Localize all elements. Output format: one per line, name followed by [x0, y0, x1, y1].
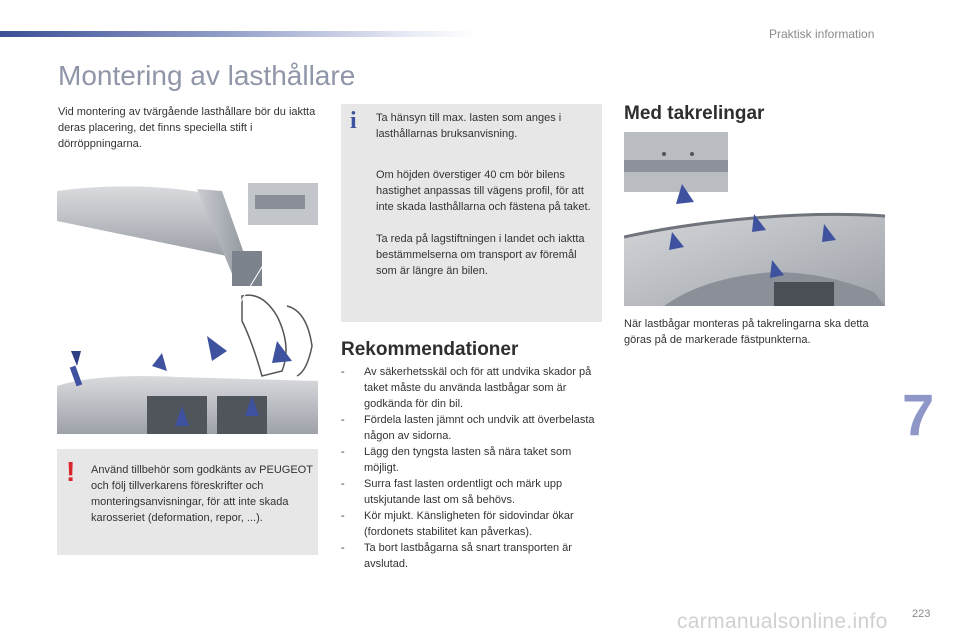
warning-text: Använd tillbehör som godkänts av PEUGEOT och följ tillverkarens föreskrifter och monteringsanvisningar, för att inte skada karosseriet (deformation, repor, ...). — [91, 464, 313, 524]
list-item: - Kör mjukt. Känsligheten för sidovindar ökar (fordonets stabilitet kan påverkas). — [341, 510, 574, 538]
list-item: - Ta bort lastbågarna så snart transporten är avslutad. — [341, 542, 572, 570]
list-item: - Lägg den tyngsta lasten så nära taket som möjligt. — [341, 446, 572, 474]
recommendations-list — [341, 364, 603, 572]
list-item: - Surra fast lasten ordentligt och märk upp utskjutande last om så behövs. — [341, 478, 563, 506]
recommendations-heading: Rekommendationer — [341, 339, 519, 360]
list-item: - Fördela lasten jämnt och undvik att överbelasta någon av sidorna. — [341, 414, 595, 442]
header-bar — [0, 31, 480, 37]
roof-rails-heading: Med takrelingar — [624, 103, 765, 124]
warning-icon: ! — [66, 456, 76, 487]
roof-bar-illustration — [57, 181, 318, 434]
page-title: Montering av lasthållare — [58, 60, 356, 91]
chapter-number: 7 — [902, 383, 935, 448]
info-text-height: Om höjden överstiger 40 cm bör bilens hastighet anpassas till vägens profil, för att inte skada lasthållarna och fästena på taket. — [376, 169, 591, 213]
roof-rails-illustration — [624, 132, 885, 306]
info-icon: i — [350, 108, 357, 134]
page-number: 223 — [912, 608, 931, 620]
info-text-load: Ta hänsyn till max. lasten som anges i lasthållarnas bruksanvisning. — [376, 112, 562, 140]
list-item: - Av säkerhetsskäl och för att undvika skador på taket måste du använda lastbågar som är godkända för din bil. — [341, 366, 592, 410]
info-text-law: Ta reda på lagstiftningen i landet och iaktta bestämmelserna om transport av föremål som är längre än bilen. — [376, 233, 585, 277]
roof-rails-text: När lastbågar monteras på takrelingarna ska detta göras på de markerade fästpunkterna. — [624, 318, 869, 346]
section-title: Praktisk information — [769, 27, 875, 41]
intro-text: Vid montering av tvärgående lasthållare bör du iaktta deras placering, det finns speciella stift i dörröppningarna. — [58, 106, 316, 150]
watermark: carmanualsonline.info — [677, 610, 888, 633]
